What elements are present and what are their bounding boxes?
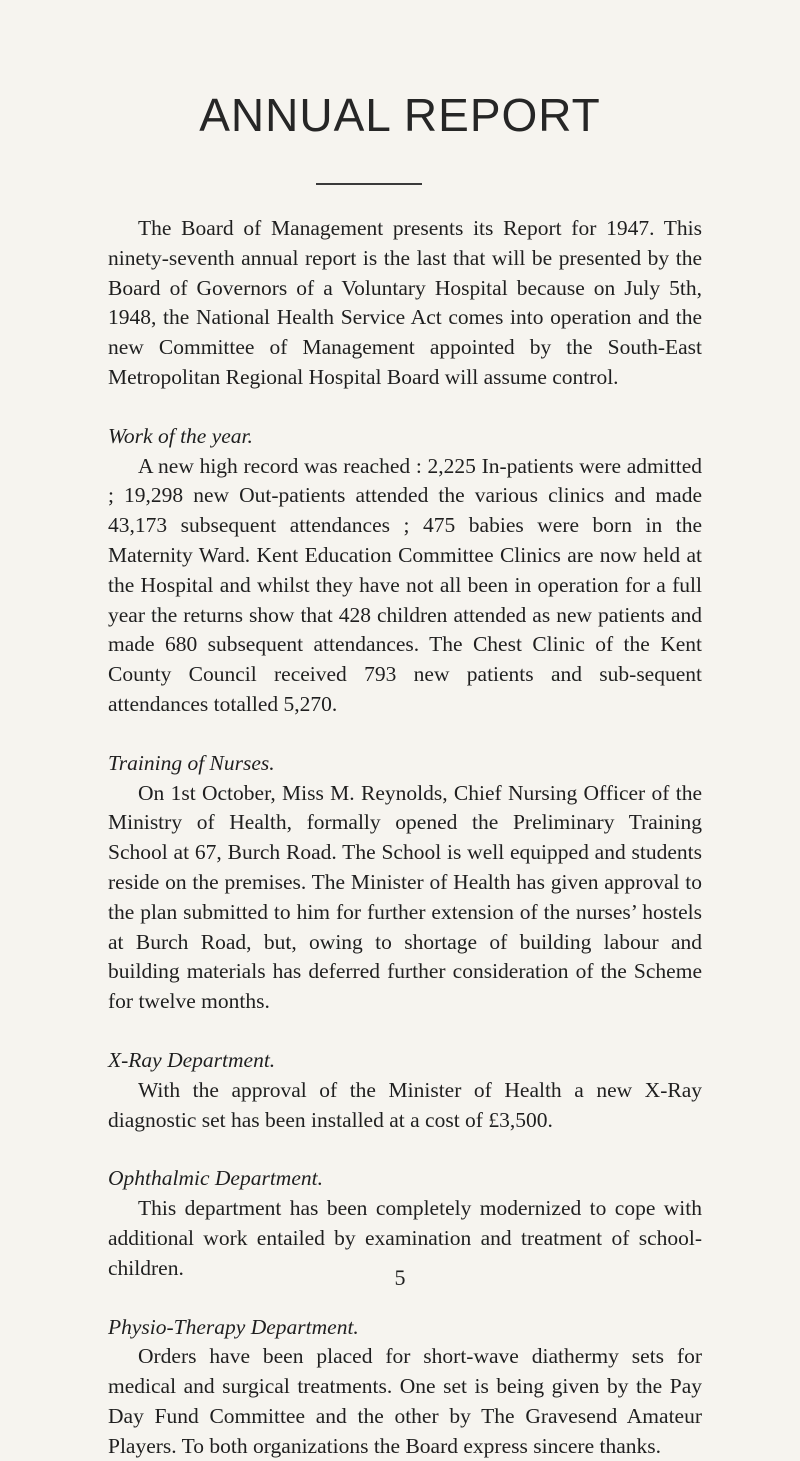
- section-physio-therapy-department: [108, 1313, 702, 1461]
- section-heading: Physio-Therapy Department.: [108, 1313, 702, 1343]
- section-heading: Work of the year.: [108, 422, 702, 452]
- page-title: ANNUAL REPORT: [0, 88, 800, 142]
- section-paragraph: Orders have been placed for short-wave diathermy sets for medical and surgical treatments. One set is being given by the Pay Day Fund Committee and the other by The Gravesend Amateur Players. To both organizations the Board express sincere thanks.: [108, 1342, 702, 1461]
- section-paragraph: A new high record was reached : 2,225 In-patients were admitted ; 19,298 new Out-patients attended the various clinics and made 43,173 subsequent attendances ; 475 babies were born in the Maternity Ward. Kent Education Committee Clinics are now held at the Hospital and whilst they have not all been in operation for a full year the returns show that 428 children attended as new patients and made 680 subsequent attendances. The Chest Clinic of the Kent County Council received 793 new patients and sub-sequent attendances totalled 5,270.: [108, 452, 702, 720]
- section-x-ray-department: [108, 1046, 702, 1135]
- intro-paragraph: The Board of Management presents its Report for 1947. This ninety-seventh annual report is the last that will be presented by the Board of Governors of a Voluntary Hospital because on July 5th, 1948, the National Health Service Act comes into operation and the new Committee of Management appointed by the South-East Metropolitan Regional Hospital Board will assume control.: [108, 214, 702, 393]
- section-paragraph: With the approval of the Minister of Health a new X-Ray diagnostic set has been installed at a cost of £3,500.: [108, 1076, 702, 1136]
- page-number: 5: [0, 1265, 800, 1291]
- section-training-of-nurses: [108, 749, 702, 1017]
- title-rule: [316, 183, 422, 185]
- section-paragraph: On 1st October, Miss M. Reynolds, Chief Nursing Officer of the Ministry of Health, formally opened the Preliminary Training School at 67, Burch Road. The School is well equipped and students reside on the premises. The Minister of Health has given approval to the plan submitted to him for further extension of the nurses’ hostels at Burch Road, but, owing to shortage of building labour and building materials has deferred further consideration of the Scheme for twelve months.: [108, 779, 702, 1017]
- section-heading: X-Ray Department.: [108, 1046, 702, 1076]
- section-work-of-the-year: [108, 422, 702, 720]
- section-heading: Training of Nurses.: [108, 749, 702, 779]
- section-paragraph: This department has been completely modernized to cope with additional work entailed by examination and treatment of school-children.: [108, 1194, 702, 1283]
- section-heading: Ophthalmic Department.: [108, 1164, 702, 1194]
